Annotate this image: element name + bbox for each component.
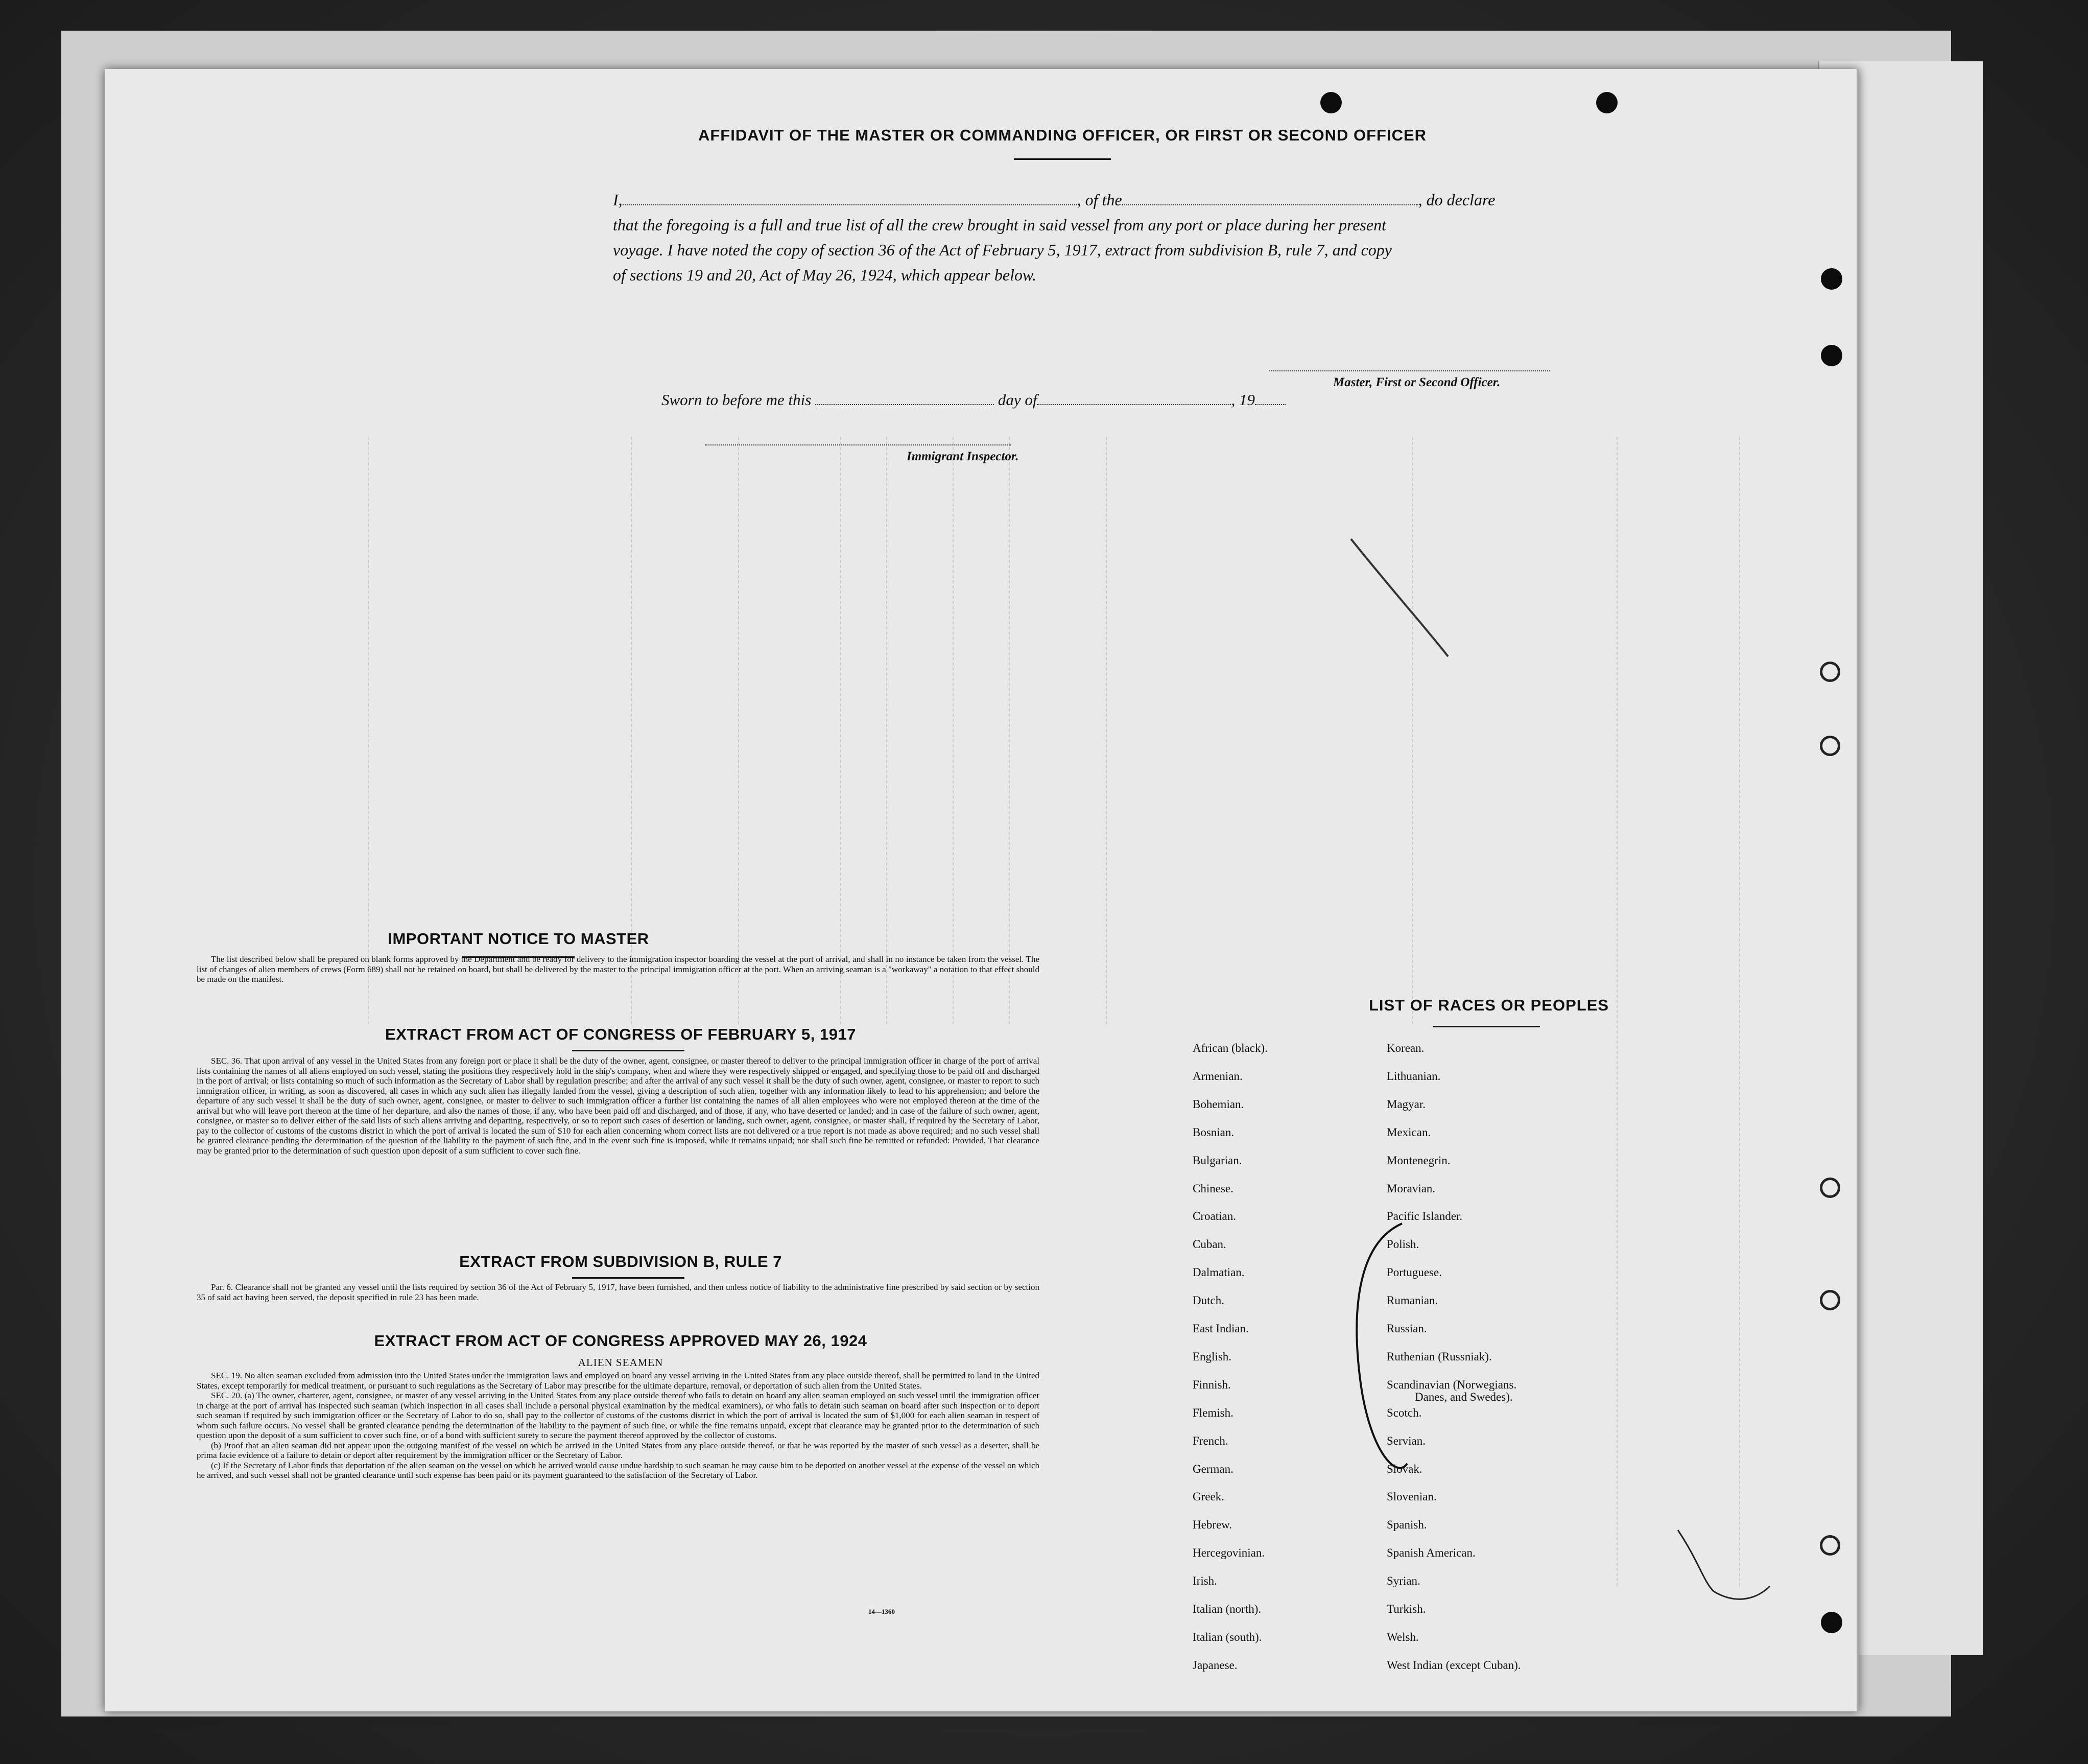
declare-text: , do declare	[1418, 191, 1496, 209]
race-item: Armenian.	[1193, 1069, 1243, 1083]
inspector-signature-line[interactable]	[705, 444, 1011, 445]
race-item: Spanish American.	[1387, 1546, 1476, 1560]
race-item: Bosnian.	[1193, 1125, 1235, 1139]
affidavit-declaration	[613, 187, 1599, 288]
alien-seamen-subtitle: ALIEN SEAMEN	[578, 1356, 663, 1369]
race-item: Russian.	[1387, 1322, 1427, 1335]
race-item: Servian.	[1387, 1434, 1426, 1447]
sworn-prefix: Sworn to before me this	[661, 391, 812, 409]
vessel-name-field[interactable]	[1122, 204, 1418, 205]
race-item: Irish.	[1193, 1574, 1217, 1588]
affidavit-line-4: of sections 19 and 20, Act of May 26, 1924, which appear below.	[613, 266, 1036, 284]
race-item-continuation: Danes, and Swedes).	[1415, 1390, 1513, 1403]
sworn-statement	[661, 391, 1286, 409]
extract-1924-title: EXTRACT FROM ACT OF CONGRESS APPROVED MAY 26, 1924	[374, 1332, 867, 1350]
declarant-name-field[interactable]	[623, 204, 1077, 205]
race-item: English.	[1193, 1350, 1232, 1363]
master-signature-line[interactable]	[1269, 370, 1550, 371]
sworn-year-field[interactable]	[1255, 393, 1286, 405]
extract-1924-text: SEC. 19. No alien seaman excluded from admission into the United States under the immigration laws and employed on board any vessel arriving in the United States from any place outside thereof, shall be permitted to land in the United States, except temporarily for medical treatment, or pursuant to such regulations as the Secretary of Labor may prescribe for the ultimate departure, removal, or deportation of such alien from the United States. SEC. 20. (a) The owner, charterer, agent, consignee, or master of any vessel arriving in the United States from any place outside thereof who fails to detain on board any alien seaman employed on such vessel until the immigration officer in charge at the port of arrival has inspected such seaman (which inspection in all cases shall include a personal physical examination by the medical examiners), or who fails to detain such seaman on board after such inspection or to deport such seaman if required by such immigration officer or the Secretary of Labor to do so, shall pay to the collector of customs of the customs district in which the port of arrival is located the sum of $1,000 for each alien seaman in respect of whom such failure occurs. No vessel shall be granted clearance pending the determination of the liability to the payment of such fine, or while the fine remains unpaid, except that clearance may be granted prior to the determination of such question upon the deposit of a sum sufficient to cover such fine, or of a bond with sufficient surety to secure the payment thereof approved by the collector of customs. (b) Proof that an alien seaman did not appear upon the outgoing manifest of the vessel on which he arrived in the United States from any place outside thereof, or that he was reported by the master of such vessel as a deserter, shall be prima facie evidence of a failure to detain or deport after requirement by the immigration officer or the Secretary of Labor. (c) If the Secretary of Labor finds that deportation of the alien seaman on the vessel on which he arrived would cause undue hardship to such seaman he may cause him to be deported on another vessel at the expense of the vessel on which he arrived, and such vessel shall not be granted clearance until such expense has been paid or its payment guaranteed to the satisfaction of the Secretary of Labor.	[197, 1371, 1039, 1480]
race-item: East Indian.	[1193, 1322, 1249, 1335]
race-item: Welsh.	[1387, 1630, 1419, 1643]
extract-1917-underline	[572, 1050, 684, 1051]
race-item: Flemish.	[1193, 1406, 1233, 1419]
extract-rule7-text: Par. 6. Clearance shall not be granted any vessel until the lists required by section 36 of the Act of February 5, 1917, have been furnished, and then unless notice of liability to the administrative fine prescribed by said section or by section 35 of said act having been served, the deposit specified in rule 23 has been made.	[197, 1282, 1039, 1302]
sworn-day-of: day of	[998, 391, 1037, 409]
punch-hole	[1596, 92, 1618, 113]
master-signature-label: Master, First or Second Officer.	[1333, 375, 1501, 389]
race-item: Korean.	[1387, 1042, 1425, 1054]
race-item: Ruthenian (Russniak).	[1387, 1350, 1492, 1363]
race-item: Montenegrin.	[1387, 1154, 1451, 1167]
race-item: Italian (south).	[1193, 1630, 1262, 1643]
extract-1917-text: SEC. 36. That upon arrival of any vessel in the United States from any foreign port or place it shall be the duty of the owner, agent, consignee, or master thereof to deliver to the principal immigration officer in charge of the port of arrival lists containing the names of all aliens employed on such vessel, stating the positions they respectively hold in the ship's company, when and where they were respectively shipped or engaged, and specifying those to be paid off and discharged in the port of arrival; or lists containing so much of such information as the Secretary of Labor shall by regulation prescribe; and after the arrival of any such vessel it shall be the duty of such owner, agent, consignee, or master to report to such immigration officer, in writing, as soon as discovered, all cases in which any such alien has illegally landed from the vessel, giving a description of such alien, together with any information likely to lead to his apprehension; and before the departure of any such vessel it shall be the duty of such owner, agent, consignee, or master to deliver to such immigration officer a further list containing the names of all alien employees who were not employed thereon at the time of the arrival but who will leave port thereon at the time of her departure, and also the names of those, if any, who have been paid off and discharged, and of those, if any, who have deserted or landed; and in case of the failure of such owner, agent, consignee, or master so to deliver either of the said lists of such aliens arriving and departing, respectively, or so to report such cases of desertion or landing, such owner, agent, consignee, or master shall, if required by the Secretary of Labor, pay to the collector of customs of the customs district in which the port of arrival is located the sum of $10 for each alien concerning whom correct lists are not delivered or a true report is not made as above required; and no such vessel shall be granted clearance pending the determination of the question of the liability to the payment of such fine, and in the event such fine is imposed, while it remains unpaid; nor shall such fine be remitted or refunded: Provided, That clearance may be granted prior to the determination of such question upon deposit of a sum sufficient to cover such fine.	[197, 1056, 1039, 1156]
race-item: Scandinavian (Norwegians.	[1387, 1378, 1517, 1391]
race-item: Moravian.	[1387, 1182, 1436, 1195]
affidavit-title: AFFIDAVIT OF THE MASTER OR COMMANDING OFFICER, OR FIRST OR SECOND OFFICER	[698, 126, 1427, 144]
race-item: Polish.	[1387, 1238, 1419, 1251]
extract-rule7-underline	[572, 1277, 684, 1279]
race-item: Portuguese.	[1387, 1266, 1442, 1279]
handwritten-marks	[1279, 519, 1841, 1694]
race-item: Slovak.	[1387, 1462, 1422, 1475]
race-item: Rumanian.	[1387, 1294, 1438, 1307]
race-item: Spanish.	[1387, 1518, 1427, 1532]
race-item: Slovenian.	[1387, 1490, 1437, 1503]
punch-hole	[1821, 345, 1842, 366]
declarant-prefix: I,	[613, 191, 623, 209]
race-item: French.	[1193, 1434, 1228, 1447]
race-item: Lithuanian.	[1387, 1069, 1441, 1083]
race-item: Hercegovinian.	[1193, 1546, 1265, 1560]
race-item: Syrian.	[1387, 1574, 1420, 1588]
race-item: Mexican.	[1387, 1125, 1431, 1139]
ink-stroke	[1351, 539, 1448, 656]
sworn-year: , 19	[1231, 391, 1255, 409]
notice-text: The list described below shall be prepared on blank forms approved by the Department and be ready for delivery to the immigration inspector boarding the vessel at the port of arrival, and shall in no instance be taken from the vessel. The list of changes of alien members of crews (Form 689) shall not be retained on board, but shall be delivered by the master to the principal immigration officer at the port. When an arriving seaman is a "workaway" a notation to that effect should be made on the manifest.	[197, 954, 1039, 984]
races-title: LIST OF RACES OR PEOPLES	[1368, 996, 1609, 1014]
inspector-signature-label: Immigrant Inspector.	[907, 450, 1019, 463]
race-item: German.	[1193, 1462, 1233, 1475]
ink-tick	[1678, 1530, 1770, 1599]
race-item: Japanese.	[1193, 1658, 1238, 1672]
extract-rule7-title: EXTRACT FROM SUBDIVISION B, RULE 7	[459, 1253, 782, 1271]
affidavit-line-3: voyage. I have noted the copy of section 36 of the Act of February 5, 1917, extract from subdivision B, rule 7, and copy	[613, 241, 1392, 259]
race-item: Bohemian.	[1193, 1097, 1244, 1111]
race-item: Cuban.	[1193, 1238, 1226, 1251]
race-item: Finnish.	[1193, 1378, 1231, 1391]
sworn-day-field[interactable]	[815, 393, 994, 405]
title-underline	[1014, 158, 1111, 160]
race-item: Pacific Islander.	[1387, 1210, 1463, 1223]
race-item: Scotch.	[1387, 1406, 1422, 1419]
race-item: Croatian.	[1193, 1210, 1236, 1223]
ink-bracket	[1357, 1224, 1407, 1468]
punch-hole	[1320, 92, 1342, 113]
race-item: Turkish.	[1387, 1603, 1426, 1615]
notice-title: IMPORTANT NOTICE TO MASTER	[388, 930, 649, 948]
race-item: Dalmatian.	[1193, 1266, 1245, 1279]
race-item: Greek.	[1193, 1490, 1224, 1503]
document-page	[105, 69, 1859, 1711]
race-item: Italian (north).	[1193, 1603, 1262, 1615]
of-the-text: , of the	[1077, 191, 1122, 209]
affidavit-line-2: that the foregoing is a full and true list of all the crew brought in said vessel from any port or place during her present	[613, 216, 1386, 234]
race-item: Bulgarian.	[1193, 1154, 1242, 1167]
sworn-month-field[interactable]	[1037, 393, 1231, 405]
race-item: Magyar.	[1387, 1097, 1426, 1111]
race-item: West Indian (except Cuban).	[1387, 1658, 1521, 1672]
race-item: Hebrew.	[1193, 1518, 1232, 1532]
race-item: Chinese.	[1193, 1182, 1233, 1195]
form-number: 14—1360	[868, 1608, 895, 1615]
punch-hole	[1821, 268, 1842, 290]
extract-1917-title: EXTRACT FROM ACT OF CONGRESS OF FEBRUARY 5, 1917	[385, 1025, 856, 1043]
race-item: African (black).	[1193, 1042, 1268, 1054]
race-item: Dutch.	[1193, 1294, 1224, 1307]
